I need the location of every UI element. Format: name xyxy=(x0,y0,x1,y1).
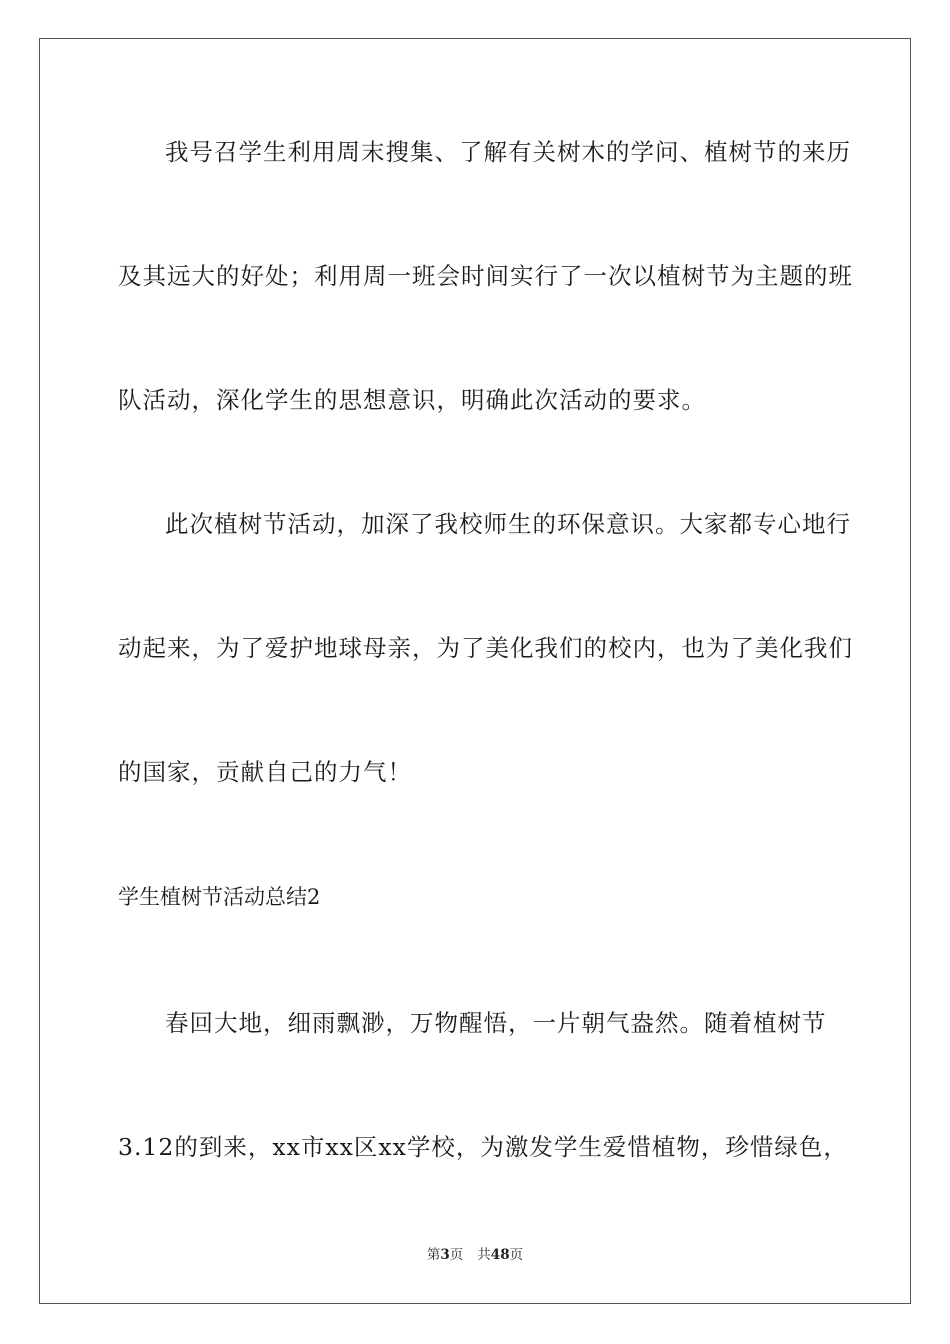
page-current: 3 xyxy=(440,1247,450,1263)
paragraph-1-line-1: 我号召学生利用周末搜集、了解有关树木的学问、植树节的来历 xyxy=(165,138,851,166)
paragraph-3-line-2: 3.12的到来，xx市xx区xx学校，为激发学生爱惜植物，珍惜绿色， xyxy=(118,1133,848,1161)
section-heading: 学生植树节活动总结2 xyxy=(118,885,321,909)
paragraph-2-line-3: 的国家，贡献自己的力气！ xyxy=(118,758,412,786)
paragraph-1-line-2: 及其远大的好处；利用周一班会时间实行了一次以植树节为主题的班 xyxy=(118,262,853,290)
paragraph-1-line-3: 队活动，深化学生的思想意识，明确此次活动的要求。 xyxy=(118,386,706,414)
total-prefix: 共 xyxy=(477,1247,491,1263)
page-suffix: 页 xyxy=(449,1247,464,1263)
total-suffix: 页 xyxy=(509,1247,524,1263)
paragraph-2-line-2: 动起来，为了爱护地球母亲，为了美化我们的校内，也为了美化我们 xyxy=(118,634,853,662)
page-footer xyxy=(0,1246,950,1264)
page-total: 48 xyxy=(490,1247,510,1263)
page-prefix: 第 xyxy=(426,1247,441,1263)
paragraph-2-line-1: 此次植树节活动，加深了我校师生的环保意识。大家都专心地行 xyxy=(165,510,851,538)
page-border xyxy=(39,38,911,1304)
paragraph-3-line-1: 春回大地，细雨飘渺，万物醒悟，一片朝气盎然。随着植树节 xyxy=(165,1009,827,1037)
